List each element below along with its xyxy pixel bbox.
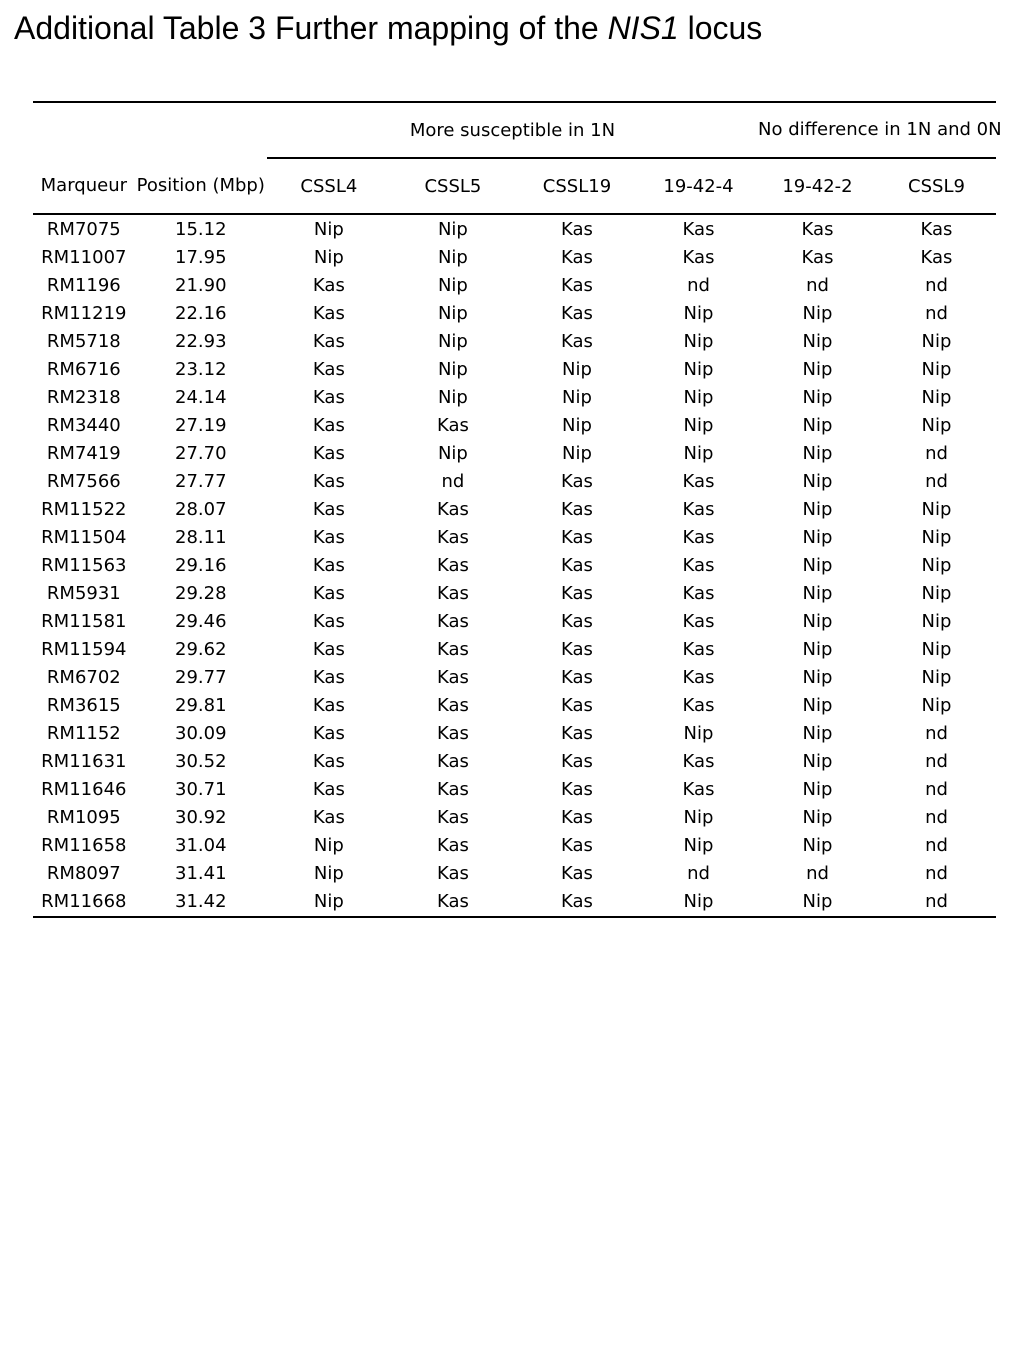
cell-19-42-2: Nip — [802, 443, 833, 464]
cell-cssl19: Kas — [561, 667, 593, 688]
cell-19-42-4: nd — [687, 863, 710, 884]
cell-position: 17.95 — [175, 247, 227, 268]
cell-cssl5: Kas — [436, 695, 469, 716]
cell-cssl5: Kas — [436, 583, 469, 604]
cell-cssl19: Kas — [561, 807, 593, 828]
cell-marker: RM11646 — [41, 779, 127, 800]
cell-position: 28.11 — [175, 527, 227, 548]
col-header-cssl5: CSSL5 — [391, 158, 515, 214]
cell-19-42-4: Kas — [682, 555, 715, 576]
cell-19-42-4: Nip — [683, 303, 714, 324]
table-row — [33, 692, 996, 720]
cell-19-42-4: Nip — [683, 723, 714, 744]
table-row — [33, 524, 996, 552]
cell-cssl5: Nip — [437, 219, 468, 240]
cell-19-42-4: Nip — [683, 443, 714, 464]
cell-position: 28.07 — [175, 499, 227, 520]
col-header-marker: Marqueur — [33, 158, 135, 214]
header-blank-position — [135, 102, 267, 158]
cell-position: 27.70 — [175, 443, 227, 464]
cell-cssl4: Kas — [312, 443, 345, 464]
cell-cssl5: Kas — [391, 888, 515, 917]
cell-cssl9: nd — [925, 443, 948, 464]
cell-marker: RM11631 — [41, 751, 127, 772]
cell-cssl5: Kas — [436, 555, 469, 576]
cell-19-42-2: Nip — [802, 611, 833, 632]
cell-marker: RM7419 — [46, 443, 121, 464]
cell-cssl5: nd — [441, 471, 465, 492]
cell-19-42-2: nd — [806, 275, 829, 296]
cell-cssl9: Nip — [921, 527, 952, 548]
cell-19-42-2: Nip — [802, 359, 833, 380]
cell-19-42-2: Nip — [802, 639, 833, 660]
cell-marker: RM5931 — [46, 583, 121, 604]
cell-marker: RM6716 — [46, 359, 121, 380]
page-title — [14, 8, 762, 48]
cell-19-42-4: nd — [687, 275, 710, 296]
cell-position: 21.90 — [175, 275, 227, 296]
table-row — [33, 468, 996, 496]
cell-cssl5: Kas — [436, 639, 469, 660]
cell-cssl19: Kas — [561, 247, 593, 268]
cell-19-42-4: Nip — [683, 331, 714, 352]
cell-marker: RM1196 — [46, 275, 121, 296]
cell-19-42-2: Nip — [802, 415, 833, 436]
table-row — [33, 496, 996, 524]
cell-cssl19: Kas — [561, 471, 593, 492]
cell-19-42-4: Kas — [682, 611, 715, 632]
cell-marker: RM5718 — [46, 331, 121, 352]
mapping-table — [33, 101, 1002, 918]
cell-cssl4: Kas — [312, 639, 345, 660]
table-row — [33, 272, 996, 300]
cell-cssl5: Nip — [437, 443, 468, 464]
cell-19-42-4: Nip — [683, 359, 714, 380]
cell-cssl4: Kas — [312, 387, 345, 408]
cell-cssl5: Nip — [437, 387, 468, 408]
table-row — [33, 888, 996, 917]
table-row — [33, 440, 996, 468]
cell-position: 29.28 — [175, 583, 227, 604]
cell-cssl19: Kas — [561, 527, 593, 548]
cell-19-42-2: nd — [806, 863, 829, 884]
cell-cssl9: nd — [925, 471, 948, 492]
cell-19-42-4: Kas — [682, 219, 715, 240]
cell-marker: RM6702 — [46, 667, 121, 688]
cell-cssl9: nd — [925, 275, 948, 296]
cell-cssl5: Kas — [436, 723, 469, 744]
group-no-difference: No difference in 1N and 0N — [758, 102, 996, 158]
cell-cssl4: Kas — [312, 611, 345, 632]
cell-19-42-4: Nip — [683, 387, 714, 408]
cell-cssl5: Kas — [436, 667, 469, 688]
cell-cssl19: Kas — [515, 888, 639, 917]
cell-19-42-4: Kas — [682, 471, 715, 492]
group-more-susceptible: More susceptible in 1N — [267, 102, 758, 158]
cell-cssl4: Kas — [312, 471, 345, 492]
cell-cssl5: Nip — [437, 359, 468, 380]
header-blank-marker — [33, 102, 135, 158]
cell-cssl9: Nip — [921, 611, 952, 632]
cell-cssl19: Kas — [561, 583, 593, 604]
cell-19-42-2: Nip — [802, 583, 833, 604]
cell-19-42-4: Kas — [682, 695, 715, 716]
cell-cssl4: Kas — [312, 751, 345, 772]
cell-19-42-2: Nip — [758, 888, 877, 917]
header-row-columns — [33, 158, 996, 214]
cell-cssl5: Kas — [436, 527, 469, 548]
cell-cssl19: Nip — [562, 387, 592, 408]
cell-19-42-4: Kas — [682, 583, 715, 604]
table-row — [33, 412, 996, 440]
cell-position: 30.09 — [175, 723, 227, 744]
table-row — [33, 214, 996, 244]
cell-19-42-4: Kas — [682, 499, 715, 520]
cell-position: 31.42 — [135, 888, 267, 917]
cell-cssl19: Nip — [562, 443, 592, 464]
cell-cssl5: Nip — [437, 275, 468, 296]
cell-cssl9: Kas — [920, 219, 953, 240]
cell-position: 30.92 — [175, 807, 227, 828]
cell-marker: RM11219 — [41, 303, 127, 324]
cell-cssl5: Nip — [437, 247, 468, 268]
col-header-19-42-4: 19-42-4 — [639, 158, 758, 214]
table-row — [33, 860, 996, 888]
cell-cssl5: Kas — [436, 499, 469, 520]
cell-19-42-2: Kas — [801, 219, 834, 240]
cell-cssl9: Nip — [921, 499, 952, 520]
cell-cssl19: Kas — [561, 219, 593, 240]
cell-19-42-4: Nip — [683, 807, 714, 828]
table-row — [33, 636, 996, 664]
cell-cssl4: Kas — [312, 667, 345, 688]
cell-cssl4: Nip — [313, 247, 344, 268]
cell-19-42-2: Nip — [802, 695, 833, 716]
cell-19-42-2: Nip — [802, 471, 833, 492]
cell-cssl4: Kas — [312, 415, 345, 436]
table-row — [33, 608, 996, 636]
cell-cssl9: nd — [925, 863, 948, 884]
cell-cssl4: Kas — [312, 555, 345, 576]
cell-marker: RM3615 — [46, 695, 121, 716]
cell-marker: RM11522 — [41, 499, 127, 520]
cell-cssl5: Nip — [437, 331, 468, 352]
table-row — [33, 328, 996, 356]
cell-cssl5: Kas — [436, 779, 469, 800]
cell-marker: RM11581 — [41, 611, 127, 632]
col-header-position: Position (Mbp) — [135, 158, 267, 214]
table-row — [33, 748, 996, 776]
cell-cssl19: Kas — [561, 751, 593, 772]
cell-cssl9: Nip — [921, 667, 952, 688]
cell-marker: RM8097 — [46, 863, 121, 884]
cell-cssl9: Nip — [921, 359, 952, 380]
cell-position: 29.81 — [175, 695, 227, 716]
cell-marker: RM11007 — [41, 247, 127, 268]
cell-19-42-4: Kas — [682, 527, 715, 548]
cell-cssl9: nd — [925, 807, 948, 828]
cell-position: 31.41 — [175, 863, 227, 884]
col-header-cssl19: CSSL19 — [515, 158, 639, 214]
cell-position: 29.46 — [175, 611, 227, 632]
cell-cssl19: Kas — [561, 639, 593, 660]
cell-19-42-2: Nip — [802, 723, 833, 744]
cell-position: 30.71 — [175, 779, 227, 800]
table-row — [33, 244, 996, 272]
table-row — [33, 720, 996, 748]
cell-cssl19: Kas — [561, 275, 593, 296]
cell-cssl9: nd — [925, 303, 948, 324]
cell-19-42-4: Kas — [682, 751, 715, 772]
cell-cssl19: Nip — [562, 415, 592, 436]
cell-marker: RM7075 — [46, 219, 121, 240]
cell-cssl19: Nip — [562, 359, 592, 380]
cell-cssl4: Kas — [312, 527, 345, 548]
cell-marker: RM1095 — [46, 807, 121, 828]
cell-19-42-4: Kas — [682, 779, 715, 800]
cell-cssl9: Nip — [921, 583, 952, 604]
cell-cssl4: Kas — [312, 583, 345, 604]
cell-19-42-4: Kas — [682, 247, 715, 268]
cell-19-42-2: Nip — [802, 331, 833, 352]
cell-marker: RM11504 — [41, 527, 127, 548]
cell-position: 30.52 — [175, 751, 227, 772]
cell-cssl9: nd — [925, 751, 948, 772]
cell-position: 29.16 — [175, 555, 227, 576]
cell-cssl9: Kas — [920, 247, 953, 268]
table-row — [33, 580, 996, 608]
cell-cssl4: Nip — [313, 219, 344, 240]
cell-marker: RM3440 — [46, 415, 121, 436]
cell-cssl19: Kas — [561, 499, 593, 520]
title-suffix: locus — [678, 10, 763, 46]
cell-cssl19: Kas — [561, 555, 593, 576]
cell-19-42-2: Nip — [802, 555, 833, 576]
cell-cssl4: Kas — [312, 779, 345, 800]
table-row — [33, 384, 996, 412]
cell-cssl9: nd — [925, 835, 948, 856]
cell-19-42-2: Nip — [802, 527, 833, 548]
cell-cssl9: Nip — [921, 555, 952, 576]
cell-19-42-4: Kas — [682, 639, 715, 660]
cell-cssl9: nd — [925, 779, 948, 800]
cell-cssl4: Nip — [267, 888, 391, 917]
cell-cssl4: Kas — [312, 303, 345, 324]
cell-cssl5: Kas — [436, 807, 469, 828]
cell-position: 29.77 — [175, 667, 227, 688]
col-header-19-42-2: 19-42-2 — [758, 158, 877, 214]
cell-19-42-4: Kas — [682, 667, 715, 688]
cell-marker: RM11658 — [41, 835, 127, 856]
table-row — [33, 664, 996, 692]
cell-position: 29.62 — [175, 639, 227, 660]
cell-cssl19: Kas — [561, 611, 593, 632]
table-row — [33, 776, 996, 804]
cell-19-42-4: Nip — [683, 835, 714, 856]
cell-cssl9: Nip — [921, 415, 952, 436]
cell-position: 31.04 — [175, 835, 227, 856]
cell-19-42-2: Nip — [802, 835, 833, 856]
cell-cssl4: Kas — [312, 331, 345, 352]
cell-cssl4: Kas — [312, 723, 345, 744]
cell-cssl4: Nip — [313, 835, 344, 856]
cell-19-42-2: Nip — [802, 807, 833, 828]
title-gene: NIS1 — [607, 10, 679, 46]
cell-19-42-2: Nip — [802, 779, 833, 800]
cell-cssl9: Nip — [921, 331, 952, 352]
cell-position: 22.93 — [175, 331, 227, 352]
cell-cssl19: Kas — [561, 303, 593, 324]
cell-cssl5: Kas — [436, 835, 469, 856]
cell-cssl4: Kas — [312, 807, 345, 828]
table-row — [33, 356, 996, 384]
cell-cssl9: nd — [925, 723, 948, 744]
col-header-cssl9: CSSL9 — [877, 158, 996, 214]
cell-cssl9: nd — [877, 888, 996, 917]
cell-cssl5: Kas — [436, 415, 469, 436]
cell-19-42-2: Nip — [802, 303, 833, 324]
table-row — [33, 804, 996, 832]
cell-cssl9: Nip — [921, 639, 952, 660]
cell-marker: RM2318 — [46, 387, 121, 408]
cell-19-42-2: Nip — [802, 387, 833, 408]
cell-19-42-2: Nip — [802, 751, 833, 772]
cell-19-42-2: Nip — [802, 499, 833, 520]
cell-cssl19: Kas — [561, 331, 593, 352]
cell-cssl19: Kas — [561, 723, 593, 744]
cell-cssl4: Nip — [313, 863, 344, 884]
cell-position: 22.16 — [175, 303, 227, 324]
cell-cssl19: Kas — [561, 863, 593, 884]
cell-marker: RM11563 — [41, 555, 127, 576]
cell-cssl5: Kas — [436, 751, 469, 772]
cell-cssl9: Nip — [921, 387, 952, 408]
title-prefix: Additional Table 3 Further mapping of the — [14, 10, 608, 46]
cell-cssl19: Kas — [561, 835, 593, 856]
cell-cssl5: Kas — [436, 611, 469, 632]
header-row-groups — [33, 102, 996, 158]
cell-19-42-4: Nip — [639, 888, 758, 917]
cell-position: 24.14 — [175, 387, 227, 408]
cell-19-42-2: Kas — [801, 247, 834, 268]
cell-cssl4: Kas — [312, 695, 345, 716]
cell-position: 15.12 — [175, 219, 227, 240]
cell-cssl4: Kas — [312, 275, 345, 296]
cell-cssl19: Kas — [561, 695, 593, 716]
table-row — [33, 300, 996, 328]
cell-19-42-4: Nip — [683, 415, 714, 436]
cell-marker: RM11594 — [41, 639, 127, 660]
cell-cssl5: Nip — [437, 303, 468, 324]
cell-cssl9: Nip — [921, 695, 952, 716]
cell-position: 27.19 — [175, 415, 227, 436]
table-body — [33, 214, 996, 917]
cell-cssl5: Kas — [436, 863, 469, 884]
cell-position: 27.77 — [175, 471, 227, 492]
table-row — [33, 552, 996, 580]
col-header-cssl4: CSSL4 — [267, 158, 391, 214]
cell-cssl4: Kas — [312, 499, 345, 520]
cell-19-42-2: Nip — [802, 667, 833, 688]
cell-cssl19: Kas — [561, 779, 593, 800]
table-row — [33, 832, 996, 860]
cell-marker: RM11668 — [33, 888, 135, 917]
cell-cssl4: Kas — [312, 359, 345, 380]
cell-marker: RM7566 — [46, 471, 121, 492]
cell-marker: RM1152 — [46, 723, 121, 744]
cell-position: 23.12 — [175, 359, 227, 380]
